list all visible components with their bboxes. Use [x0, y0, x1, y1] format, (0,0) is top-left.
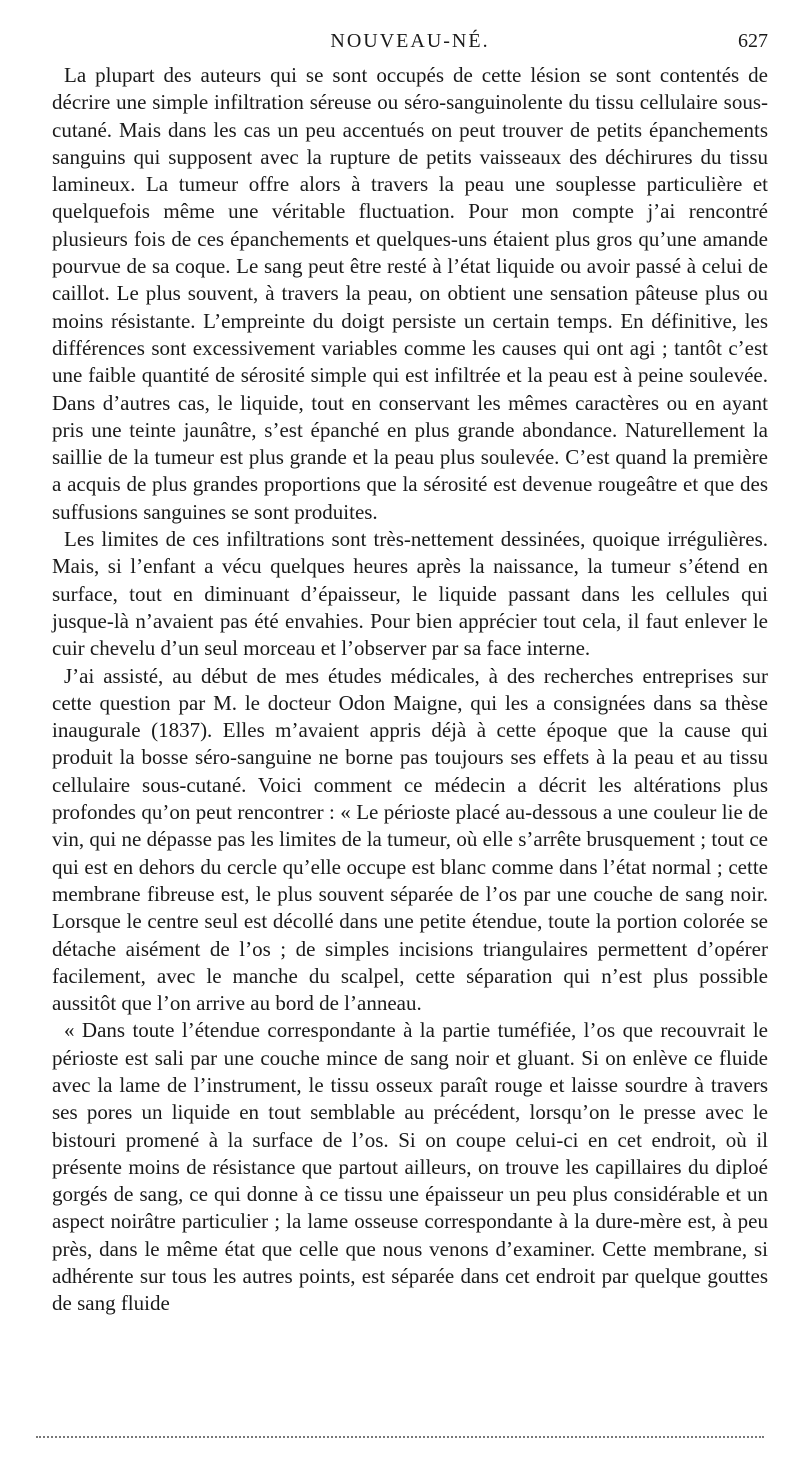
paragraph-1: La plupart des auteurs qui se sont occupés de cette lésion se sont contentés de décrire une simple infiltration séreuse ou séro-sanguinolente du tissu cellulaire sous-cutané. Mais dans les cas un peu accentués on peut trouver de petits épanchements sanguins qui supposent avec la rupture de petits vaisseaux des déchirures du tissu lamineux. La tumeur offre alors à travers la peau une souplesse particulière et quelquefois même une véritable fluctuation. Pour mon compte j’ai rencontré plusieurs fois de ces épanchements et quelques-uns étaient plus gros qu’une amande pourvue de sa coque. Le sang peut être resté à l’état liquide ou avoir passé à celui de caillot. Le plus souvent, à travers la peau, on obtient une sensation pâteuse plus ou moins résistante. L’empreinte du doigt persiste un certain temps. En définitive, les différences sont excessivement variables comme les causes qui ont agi ; tantôt c’est une faible quantité de sérosité simple qui est infiltrée et la peau est à peine soulevée. Dans d’autres cas, le liquide, tout en conservant les mêmes caractères ou en ayant pris une teinte jaunâtre, s’est épanché en plus grande abondance. Naturellement la saillie de la tumeur est plus grande et la peau plus soulevée. C’est quand la première a acquis de plus grandes proportions que la sérosité est devenue rougeâtre et que des suffusions sanguines se sont produites.	[52, 63, 768, 524]
running-head	[52, 30, 768, 56]
footer-rule	[36, 1436, 764, 1438]
paragraph-3: J’ai assisté, au début de mes études médicales, à des recherches entreprises sur cette question par M. le docteur Odon Maigne, qui les a consignées dans sa thèse inaugurale (1837). Elles m’avaient appris déjà à cette époque que la cause qui produit la bosse séro-sanguine ne borne pas toujours ses effets à la peau et au tissu cellulaire sous-cutané. Voici comment ce médecin a décrit les altérations plus profondes qu’on peut rencontrer : « Le périoste placé au-dessous a une couleur lie de vin, qui ne dépasse pas les limites de la tumeur, où elle s’arrête brusquement ; tout ce qui est en dehors du cercle qu’elle occupe est blanc comme dans l’état normal ; cette membrane fibreuse est, le plus souvent séparée de l’os par une couche de sang noir. Lorsque le centre seul est décollé dans une petite étendue, toute la portion colorée se détache aisément de l’os ; de simples incisions triangulaires permettent d’opérer facilement, avec le manche du scalpel, cette séparation qui n’est plus possible aussitôt que l’on arrive au bord de l’anneau.	[52, 663, 768, 1016]
page-number: 627	[738, 30, 768, 52]
paragraph-4: « Dans toute l’étendue correspondante à la partie tuméfiée, l’os que recouvrait le périoste est sali par une couche mince de sang noir et gluant. Si on enlève ce fluide avec la lame de l’instrument, le tissu osseux paraît rouge et laisse sourdre à travers ses pores un liquide en tout semblable au précédent, lorsqu’on le presse avec le bistouri promené à la surface de l’os. Si on coupe celui-ci en cet endroit, où il présente moins de résistance que partout ailleurs, on trouve les capillaires du diploé gorgés de sang, ce qui donne à ce tissu une épaisseur un peu plus considérable et un aspect noirâtre particulier ; la lame osseuse correspondante à la dure-mère est, à peu près, dans le même état que celle que nous venons d’examiner. Cette membrane, si adhérente sur tous les autres points, est séparée dans cet endroit par quelque gouttes de sang fluide	[52, 1018, 768, 1316]
paragraph-2: Les limites de ces infiltrations sont très-nettement dessinées, quoique irrégulières. Mais, si l’enfant a vécu quelques heures après la naissance, la tumeur s’étend en surface, tout en diminuant d’épaisseur, le liquide passant dans les cellules qui jusque-là n’avaient pas été envahies. Pour bien apprécier tout cela, il faut enlever le cuir chevelu d’un seul morceau et l’observer par sa face interne.	[52, 527, 768, 661]
body-text	[52, 62, 768, 1318]
running-title: NOUVEAU-NÉ.	[330, 30, 490, 52]
